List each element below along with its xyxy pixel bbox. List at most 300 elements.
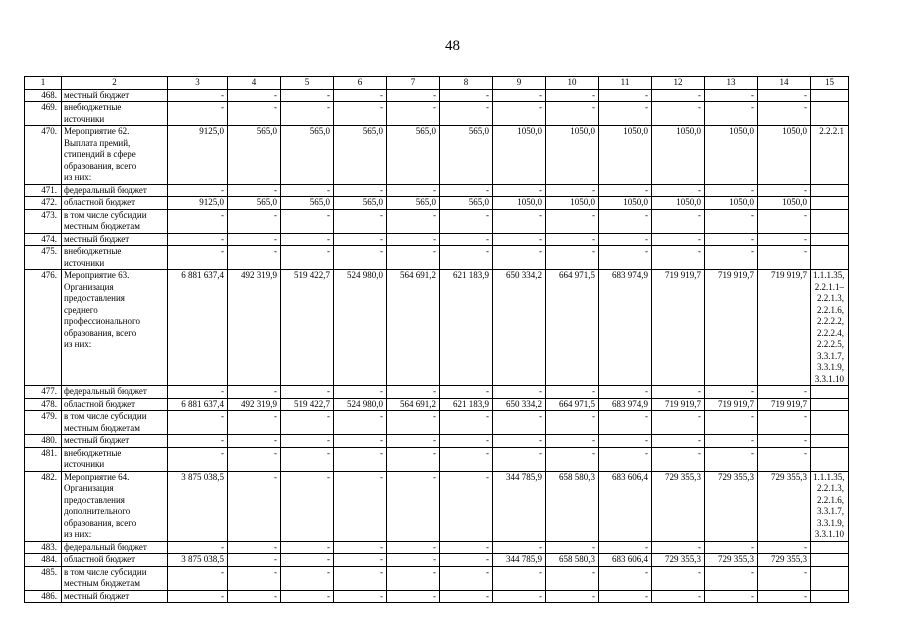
- row-number: 474.: [25, 233, 62, 246]
- value-cell: 658 580,3: [546, 554, 599, 567]
- value-cell: 564 691,2: [387, 270, 440, 386]
- column-header: 7: [387, 77, 440, 90]
- value-cell: 729 355,3: [758, 554, 811, 567]
- indicator-code-cell: [811, 471, 849, 541]
- value-cell: 3 875 038,5: [168, 554, 228, 567]
- row-name-line: внебюджетные: [64, 102, 122, 112]
- value-cell: 6 881 637,4: [168, 270, 228, 386]
- value-cell: 492 319,9: [228, 270, 281, 386]
- column-header: 3: [168, 77, 228, 90]
- value-cell: -: [168, 233, 228, 246]
- value-cell: 683 606,4: [599, 471, 652, 541]
- value-cell: -: [705, 233, 758, 246]
- value-cell: -: [440, 541, 493, 554]
- row-name-line: источники: [64, 257, 105, 268]
- row-name-line: местный бюджет: [64, 89, 130, 100]
- row-name-line: из них:: [64, 172, 92, 182]
- value-cell: -: [387, 435, 440, 448]
- row-name: [62, 126, 168, 185]
- value-cell: 565,0: [228, 197, 281, 210]
- indicator-code-line: 3.3.1.7,: [817, 350, 844, 361]
- value-cell: -: [228, 246, 281, 270]
- value-cell: 344 785,9: [493, 471, 546, 541]
- value-cell: -: [546, 566, 599, 590]
- value-cell: 729 355,3: [652, 471, 705, 541]
- table-row: [25, 233, 849, 246]
- column-header: 11: [599, 77, 652, 90]
- indicator-code-cell: [811, 270, 849, 386]
- value-cell: -: [546, 435, 599, 448]
- value-cell: -: [758, 246, 811, 270]
- value-cell: 719 919,7: [652, 270, 705, 386]
- value-cell: -: [440, 554, 493, 567]
- value-cell: 565,0: [334, 197, 387, 210]
- value-cell: -: [493, 411, 546, 435]
- row-name-line: образования, всего: [64, 160, 137, 171]
- indicator-code-line: 2.2.2.4,: [817, 327, 844, 338]
- row-name-line: федеральный бюджет: [64, 541, 147, 552]
- table-row: [25, 209, 849, 233]
- value-cell: -: [546, 386, 599, 399]
- value-cell: -: [387, 554, 440, 567]
- value-cell: -: [652, 246, 705, 270]
- value-cell: -: [493, 447, 546, 471]
- row-name-line: Мероприятие 63.: [64, 270, 130, 280]
- value-cell: -: [334, 447, 387, 471]
- value-cell: -: [758, 435, 811, 448]
- value-cell: 565,0: [440, 197, 493, 210]
- value-cell: 719 919,7: [705, 270, 758, 386]
- value-cell: -: [281, 566, 334, 590]
- value-cell: -: [652, 411, 705, 435]
- table-row: [25, 398, 849, 411]
- value-cell: -: [440, 471, 493, 541]
- value-cell: -: [387, 471, 440, 541]
- column-header: 1: [25, 77, 62, 90]
- row-name-line: внебюджетные: [64, 447, 122, 458]
- value-cell: -: [440, 566, 493, 590]
- budget-table: [24, 76, 849, 603]
- row-name-line: предоставления: [64, 494, 125, 505]
- value-cell: 564 691,2: [387, 398, 440, 411]
- indicator-code-cell: [811, 184, 849, 197]
- indicator-code-cell: [811, 541, 849, 554]
- value-cell: -: [168, 184, 228, 197]
- value-cell: -: [758, 566, 811, 590]
- value-cell: -: [599, 541, 652, 554]
- row-number: 472.: [25, 197, 62, 210]
- indicator-code-line: 2.2.1.3,: [817, 483, 844, 493]
- row-name: [62, 197, 168, 210]
- value-cell: -: [546, 447, 599, 471]
- row-name-line: стипендий в сфере: [64, 149, 136, 159]
- indicator-code-line: 2.2.1.1–: [814, 281, 844, 292]
- value-cell: -: [228, 386, 281, 399]
- value-cell: 565,0: [387, 126, 440, 185]
- value-cell: -: [599, 246, 652, 270]
- table-row: [25, 246, 849, 270]
- value-cell: -: [387, 184, 440, 197]
- value-cell: -: [599, 209, 652, 233]
- value-cell: 1050,0: [599, 126, 652, 185]
- row-name-line: местный бюджет: [64, 435, 130, 445]
- value-cell: 683 606,4: [599, 554, 652, 567]
- value-cell: 3 875 038,5: [168, 471, 228, 541]
- indicator-code-cell: [811, 209, 849, 233]
- value-cell: -: [546, 411, 599, 435]
- value-cell: -: [546, 184, 599, 197]
- value-cell: 519 422,7: [281, 398, 334, 411]
- row-name-line: в том числе субсидии: [64, 411, 147, 421]
- value-cell: -: [705, 246, 758, 270]
- value-cell: -: [440, 184, 493, 197]
- indicator-code-cell: [811, 435, 849, 448]
- value-cell: -: [281, 435, 334, 448]
- value-cell: -: [334, 411, 387, 435]
- value-cell: -: [334, 541, 387, 554]
- row-name-line: местный бюджет: [64, 233, 130, 244]
- row-name-line: местным бюджетам: [64, 422, 140, 433]
- value-cell: -: [758, 386, 811, 399]
- value-cell: -: [705, 209, 758, 233]
- value-cell: -: [758, 184, 811, 197]
- value-cell: -: [705, 566, 758, 590]
- value-cell: -: [228, 590, 281, 603]
- value-cell: -: [599, 566, 652, 590]
- value-cell: -: [440, 246, 493, 270]
- value-cell: -: [168, 411, 228, 435]
- value-cell: 729 355,3: [705, 554, 758, 567]
- indicator-code-line: 3.3.1.9,: [817, 517, 844, 528]
- value-cell: -: [599, 447, 652, 471]
- indicator-code-cell: [811, 411, 849, 435]
- value-cell: 1050,0: [493, 197, 546, 210]
- value-cell: 1050,0: [652, 197, 705, 210]
- row-number: 469.: [25, 102, 62, 126]
- value-cell: 344 785,9: [493, 554, 546, 567]
- value-cell: -: [228, 471, 281, 541]
- row-name-line: Мероприятие 62.: [64, 126, 130, 136]
- row-name: [62, 209, 168, 233]
- row-name-line: Организация: [64, 483, 114, 493]
- column-header: 6: [334, 77, 387, 90]
- value-cell: -: [387, 590, 440, 603]
- value-cell: -: [493, 209, 546, 233]
- value-cell: -: [334, 209, 387, 233]
- column-header: 8: [440, 77, 493, 90]
- value-cell: 1050,0: [758, 197, 811, 210]
- value-cell: 524 980,0: [334, 270, 387, 386]
- value-cell: -: [652, 435, 705, 448]
- value-cell: -: [758, 411, 811, 435]
- table-row: [25, 411, 849, 435]
- row-number: 475.: [25, 246, 62, 270]
- row-number: 485.: [25, 566, 62, 590]
- value-cell: 650 334,2: [493, 398, 546, 411]
- value-cell: -: [546, 209, 599, 233]
- value-cell: 664 971,5: [546, 398, 599, 411]
- value-cell: 1050,0: [599, 197, 652, 210]
- indicator-code-line: 3.3.1.10: [814, 529, 844, 539]
- row-number: 482.: [25, 471, 62, 541]
- row-name: [62, 411, 168, 435]
- table-row: [25, 471, 849, 541]
- value-cell: -: [758, 89, 811, 102]
- value-cell: -: [546, 233, 599, 246]
- value-cell: -: [168, 541, 228, 554]
- row-name: [62, 435, 168, 448]
- column-header: 9: [493, 77, 546, 90]
- value-cell: 621 183,9: [440, 398, 493, 411]
- value-cell: -: [652, 209, 705, 233]
- value-cell: -: [334, 590, 387, 603]
- value-cell: -: [546, 590, 599, 603]
- value-cell: -: [334, 246, 387, 270]
- value-cell: -: [705, 184, 758, 197]
- value-cell: -: [168, 209, 228, 233]
- indicator-code-cell: [811, 197, 849, 210]
- value-cell: -: [493, 386, 546, 399]
- value-cell: -: [281, 184, 334, 197]
- value-cell: 492 319,9: [228, 398, 281, 411]
- row-name-line: из них:: [64, 529, 92, 539]
- value-cell: -: [334, 566, 387, 590]
- row-name: [62, 566, 168, 590]
- value-cell: -: [705, 541, 758, 554]
- value-cell: -: [281, 102, 334, 126]
- value-cell: -: [652, 89, 705, 102]
- value-cell: -: [387, 447, 440, 471]
- value-cell: -: [387, 102, 440, 126]
- row-name: [62, 386, 168, 399]
- row-name-line: источники: [64, 113, 105, 124]
- value-cell: -: [652, 184, 705, 197]
- row-name-line: профессионального: [64, 316, 140, 326]
- value-cell: -: [705, 435, 758, 448]
- value-cell: -: [168, 246, 228, 270]
- value-cell: 719 919,7: [758, 398, 811, 411]
- value-cell: 1050,0: [546, 197, 599, 210]
- indicator-code-line: 2.2.1.3,: [817, 293, 844, 303]
- row-name: [62, 554, 168, 567]
- row-name-line: среднего: [64, 304, 98, 315]
- table-row: [25, 566, 849, 590]
- value-cell: -: [440, 102, 493, 126]
- value-cell: 565,0: [387, 197, 440, 210]
- value-cell: 565,0: [228, 126, 281, 185]
- value-cell: 519 422,7: [281, 270, 334, 386]
- table-row: [25, 447, 849, 471]
- indicator-code-line: 3.3.1.9,: [817, 362, 844, 372]
- row-name-line: образования, всего: [64, 517, 137, 528]
- value-cell: -: [334, 89, 387, 102]
- row-name: [62, 270, 168, 386]
- value-cell: -: [281, 541, 334, 554]
- row-number: 479.: [25, 411, 62, 435]
- table-header-row: [25, 77, 849, 90]
- value-cell: -: [281, 590, 334, 603]
- row-number: 478.: [25, 398, 62, 411]
- value-cell: -: [599, 411, 652, 435]
- row-number: 471.: [25, 184, 62, 197]
- row-name-line: областной бюджет: [64, 197, 136, 207]
- value-cell: 1050,0: [758, 126, 811, 185]
- indicator-code-cell: [811, 566, 849, 590]
- row-name: [62, 398, 168, 411]
- indicator-code-line: 2.2.2.5,: [817, 339, 844, 349]
- column-header: 5: [281, 77, 334, 90]
- table-row: [25, 102, 849, 126]
- value-cell: -: [387, 246, 440, 270]
- page-number: 48: [445, 38, 460, 54]
- value-cell: -: [599, 89, 652, 102]
- column-header: 15: [811, 77, 849, 90]
- row-number: 470.: [25, 126, 62, 185]
- value-cell: 658 580,3: [546, 471, 599, 541]
- indicator-code-cell: [811, 386, 849, 399]
- value-cell: -: [758, 447, 811, 471]
- row-number: 483.: [25, 541, 62, 554]
- value-cell: -: [228, 89, 281, 102]
- indicator-code-line: 1.1.1.35,: [813, 471, 845, 482]
- row-name-line: федеральный бюджет: [64, 184, 147, 195]
- value-cell: -: [652, 541, 705, 554]
- table-row: [25, 197, 849, 210]
- row-name-line: местным бюджетам: [64, 221, 140, 231]
- value-cell: -: [652, 386, 705, 399]
- value-cell: 729 355,3: [758, 471, 811, 541]
- value-cell: -: [281, 386, 334, 399]
- value-cell: 729 355,3: [705, 471, 758, 541]
- row-name-line: из них:: [64, 339, 92, 349]
- value-cell: -: [281, 471, 334, 541]
- indicator-code-line: 3.3.1.10: [814, 373, 844, 384]
- value-cell: -: [228, 447, 281, 471]
- row-number: 476.: [25, 270, 62, 386]
- indicator-code-line: 2.2.2.1: [819, 126, 844, 136]
- table-row: [25, 541, 849, 554]
- value-cell: -: [168, 566, 228, 590]
- value-cell: 683 974,9: [599, 270, 652, 386]
- value-cell: 1050,0: [705, 126, 758, 185]
- column-header: 10: [546, 77, 599, 90]
- indicator-code-cell: [811, 398, 849, 411]
- indicator-code-cell: [811, 102, 849, 126]
- value-cell: 719 919,7: [652, 398, 705, 411]
- table-row: [25, 554, 849, 567]
- table-row: [25, 386, 849, 399]
- value-cell: -: [281, 209, 334, 233]
- value-cell: 565,0: [281, 197, 334, 210]
- value-cell: -: [334, 386, 387, 399]
- value-cell: -: [705, 89, 758, 102]
- value-cell: -: [387, 233, 440, 246]
- value-cell: -: [334, 471, 387, 541]
- value-cell: 565,0: [281, 126, 334, 185]
- row-number: 480.: [25, 435, 62, 448]
- indicator-code-line: 2.2.2.2,: [817, 316, 844, 326]
- value-cell: -: [440, 233, 493, 246]
- row-name: [62, 102, 168, 126]
- value-cell: -: [228, 541, 281, 554]
- value-cell: 9125,0: [168, 197, 228, 210]
- value-cell: -: [599, 435, 652, 448]
- row-name: [62, 541, 168, 554]
- column-header: 14: [758, 77, 811, 90]
- value-cell: -: [387, 386, 440, 399]
- table-row: [25, 590, 849, 603]
- value-cell: -: [228, 209, 281, 233]
- value-cell: -: [599, 386, 652, 399]
- value-cell: -: [758, 102, 811, 126]
- value-cell: -: [705, 447, 758, 471]
- row-name: [62, 246, 168, 270]
- value-cell: -: [493, 566, 546, 590]
- value-cell: 565,0: [334, 126, 387, 185]
- table-row: [25, 89, 849, 102]
- value-cell: 621 183,9: [440, 270, 493, 386]
- value-cell: -: [758, 209, 811, 233]
- value-cell: 664 971,5: [546, 270, 599, 386]
- value-cell: 1050,0: [652, 126, 705, 185]
- value-cell: 719 919,7: [758, 270, 811, 386]
- row-name-line: в том числе субсидии: [64, 566, 147, 577]
- value-cell: -: [387, 89, 440, 102]
- value-cell: -: [387, 411, 440, 435]
- row-name-line: Выплата премий,: [64, 137, 131, 148]
- value-cell: -: [281, 233, 334, 246]
- value-cell: -: [228, 566, 281, 590]
- value-cell: -: [440, 435, 493, 448]
- value-cell: -: [228, 411, 281, 435]
- indicator-code-cell: [811, 554, 849, 567]
- value-cell: -: [440, 447, 493, 471]
- value-cell: -: [705, 386, 758, 399]
- value-cell: -: [493, 590, 546, 603]
- column-header: 2: [62, 77, 168, 90]
- table-row: [25, 126, 849, 185]
- value-cell: -: [599, 184, 652, 197]
- value-cell: -: [168, 386, 228, 399]
- value-cell: -: [168, 102, 228, 126]
- row-name-line: в том числе субсидии: [64, 209, 147, 220]
- value-cell: -: [546, 246, 599, 270]
- value-cell: 1050,0: [493, 126, 546, 185]
- value-cell: -: [281, 554, 334, 567]
- indicator-code-cell: [811, 126, 849, 185]
- value-cell: -: [387, 541, 440, 554]
- value-cell: -: [546, 102, 599, 126]
- indicator-code-line: 1.1.1.35,: [813, 270, 845, 280]
- value-cell: -: [440, 209, 493, 233]
- indicator-code-cell: [811, 233, 849, 246]
- row-name-line: внебюджетные: [64, 246, 122, 256]
- value-cell: -: [281, 411, 334, 435]
- column-header: 13: [705, 77, 758, 90]
- indicator-code-cell: [811, 590, 849, 603]
- value-cell: -: [228, 184, 281, 197]
- value-cell: -: [758, 233, 811, 246]
- table-row: [25, 184, 849, 197]
- value-cell: -: [168, 447, 228, 471]
- value-cell: 683 974,9: [599, 398, 652, 411]
- row-number: 486.: [25, 590, 62, 603]
- value-cell: -: [281, 89, 334, 102]
- value-cell: -: [334, 102, 387, 126]
- row-number: 468.: [25, 89, 62, 102]
- row-name-line: Организация: [64, 281, 114, 292]
- value-cell: -: [652, 566, 705, 590]
